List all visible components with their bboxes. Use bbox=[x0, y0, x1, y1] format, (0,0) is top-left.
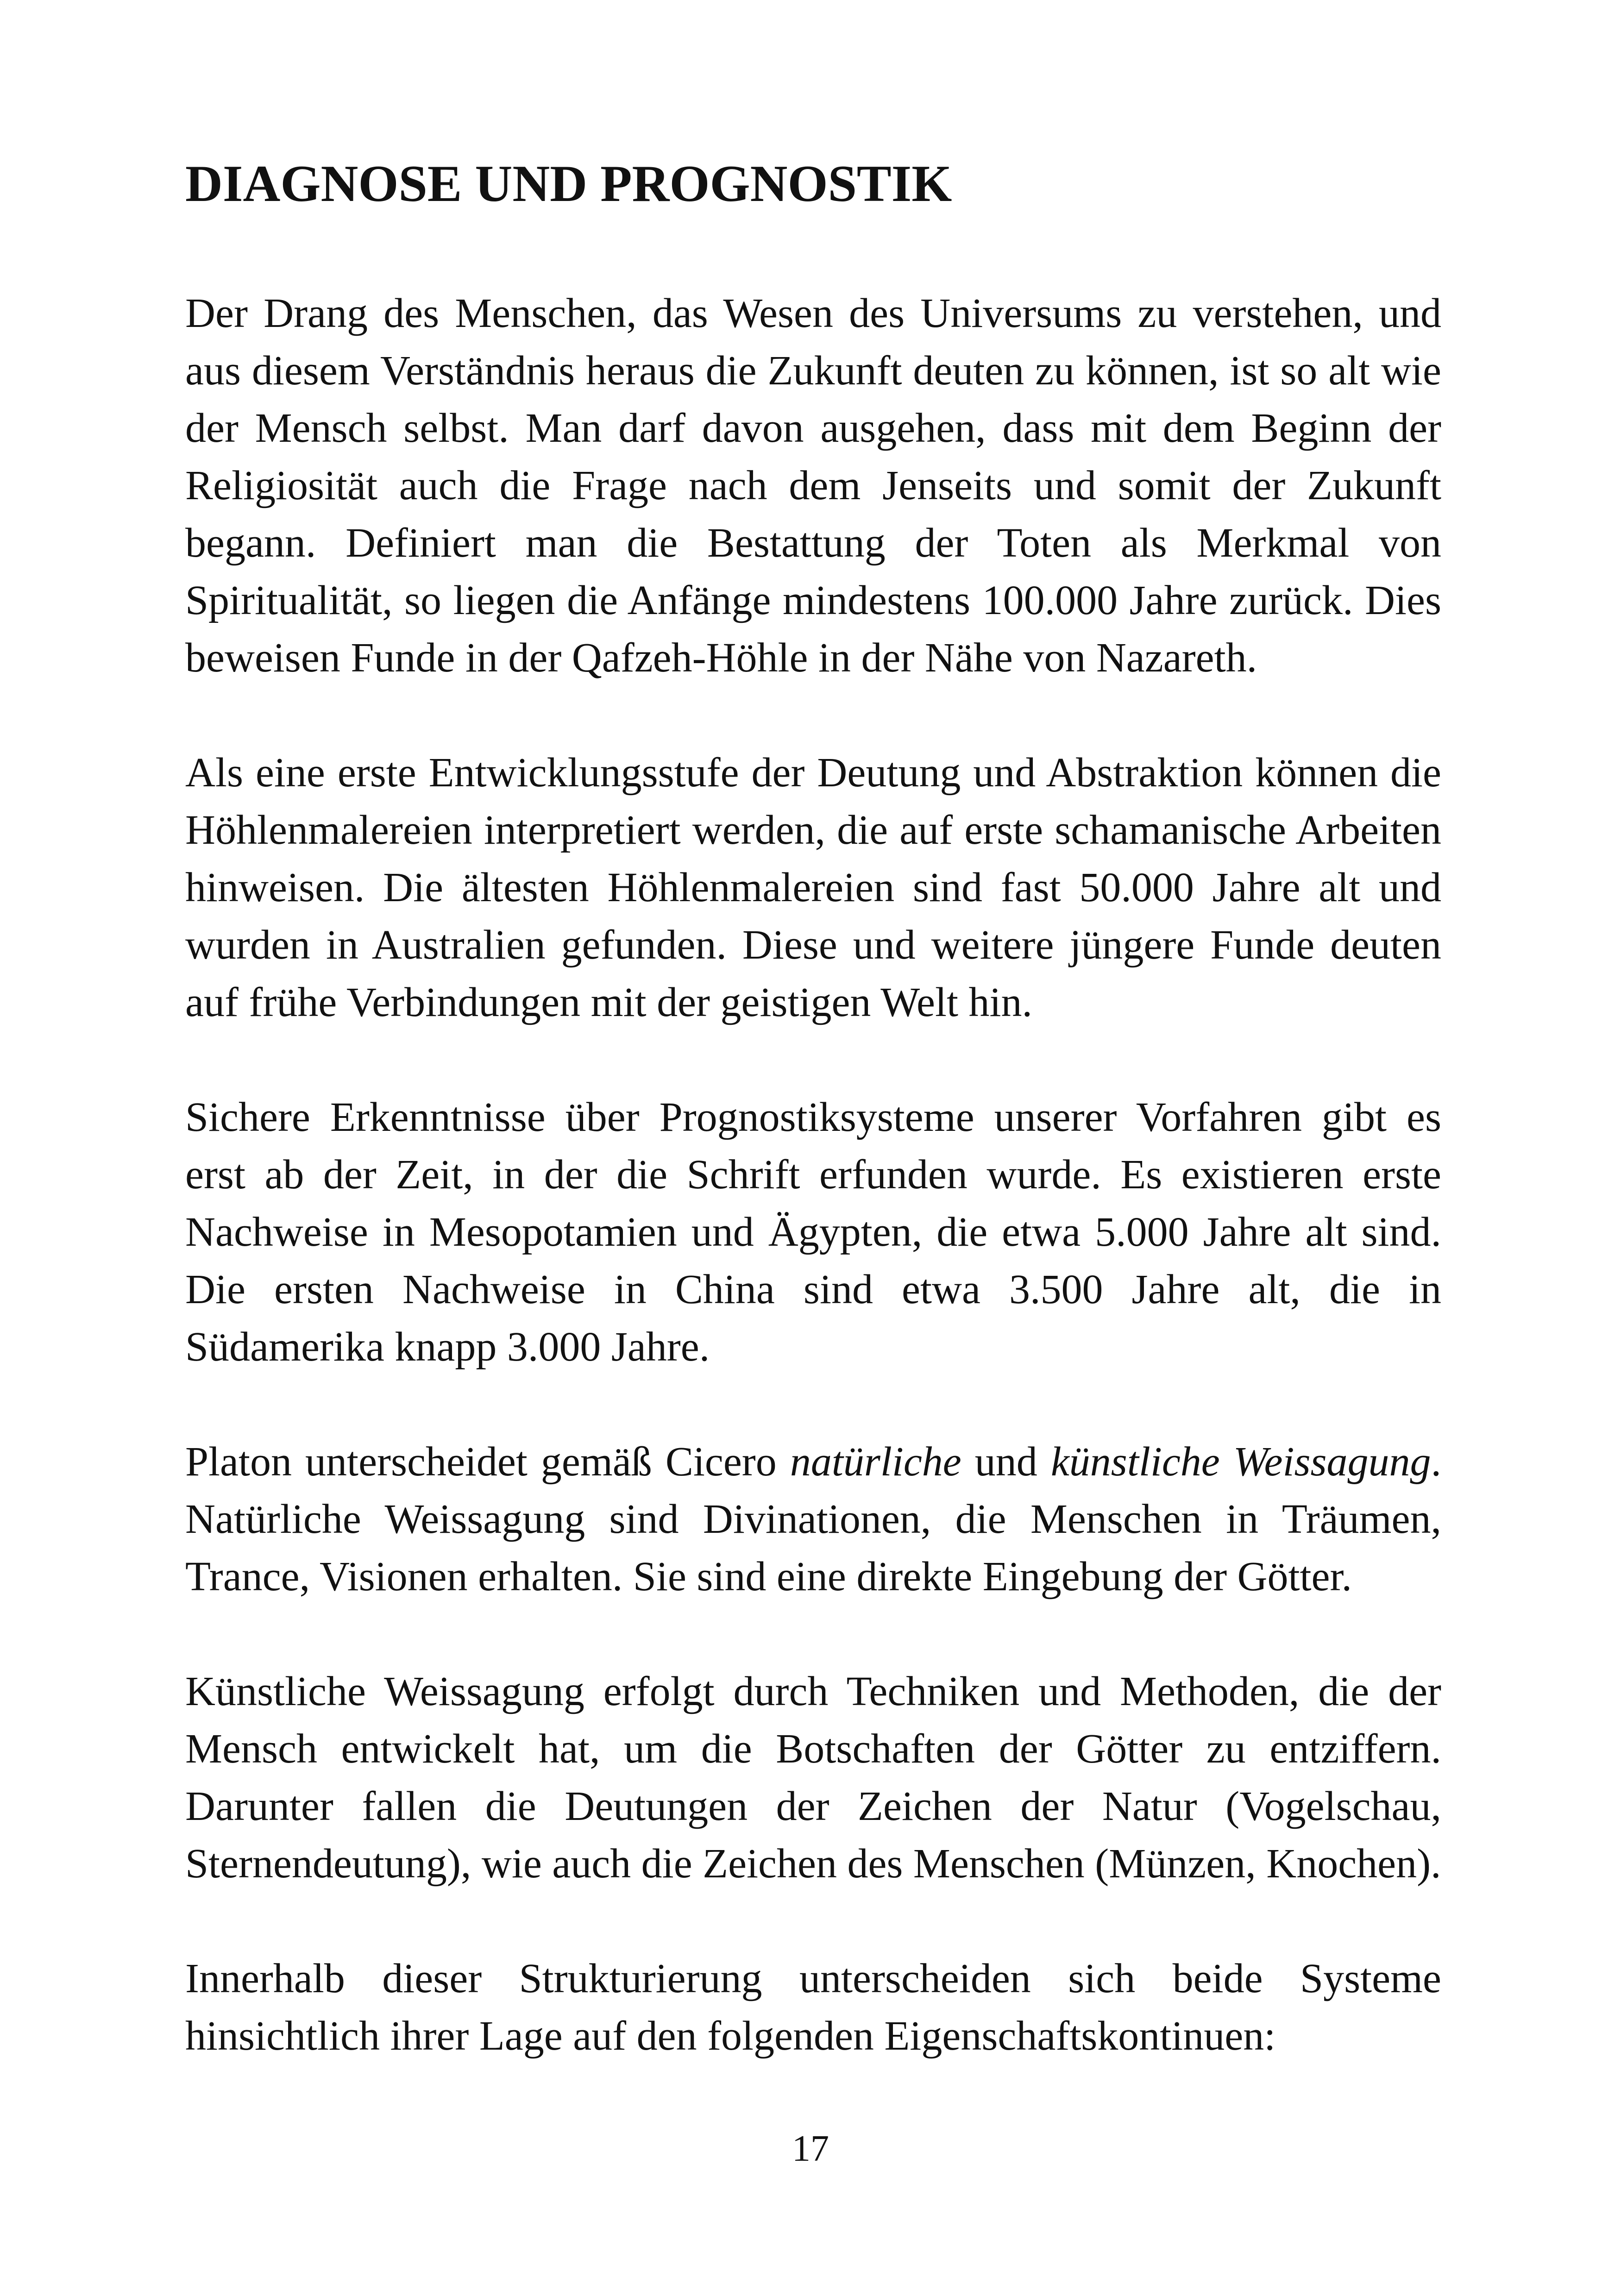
paragraph-written-evidence: Sichere Erkenntnisse über Prognostiksysteme unserer Vorfahren gibt es erst ab der Zeit, in der die Schrift erfunden wurde. Es existieren erste Nachweise in Mesopotamien und Ägypten, die etwa 5.000 Jahre alt sind. Die ersten Nachweise in China sind etwa 3.500 Jahre alt, die in Südamerika knapp 3.000 Jahre. bbox=[185, 1094, 1441, 1370]
emphasis-artificial-prophecy: künstliche Weissagung bbox=[1050, 1439, 1431, 1485]
paragraph-platon-cicero bbox=[185, 1433, 1441, 1606]
chapter-heading: DIAGNOSE UND PROGNOSTIK bbox=[185, 155, 952, 213]
paragraph-structuring: Innerhalb dieser Strukturierung unterscheiden sich beide Systeme hinsichtlich ihrer Lage auf den folgenden Eigenschaftskontinuen: bbox=[185, 1956, 1441, 2059]
text-segment: . Natürliche Weissagung sind Divinationen, die Menschen in Träumen, Trance, Visionen erhalten. Sie sind eine direkte Eingebung der Götter. bbox=[185, 1439, 1441, 1600]
page-number: 17 bbox=[792, 2128, 829, 2169]
body-text bbox=[185, 285, 1441, 2065]
paragraph-cave-paintings: Als eine erste Entwicklungsstufe der Deutung und Abstraktion können die Höhlenmalereien interpretiert werden, die auf erste schamanische Arbeiten hinweisen. Die ältesten Höhlenmalereien sind fast 50.000 Jahre alt und wurden in Australien gefunden. Diese und weitere jüngere Funde deuten auf frühe Verbindungen mit der geistigen Welt hin. bbox=[185, 750, 1441, 1025]
emphasis-natural: natürliche bbox=[790, 1439, 961, 1485]
paragraph-origins: Der Drang des Menschen, das Wesen des Universums zu verstehen, und aus diesem Verständnis heraus die Zukunft deuten zu können, ist so alt wie der Mensch selbst. Man darf davon ausgehen, dass mit dem Beginn der Religiosität auch die Frage nach dem Jenseits und somit der Zukunft begann. Definiert man die Bestattung der Toten als Merkmal von Spiritualität, so liegen die Anfänge mindestens 100.000 Jahre zurück. Dies beweisen Funde in der Qafzeh-Höhle in der Nähe von Nazareth. bbox=[185, 290, 1441, 681]
paragraph-artificial-prophecy: Künstliche Weissagung erfolgt durch Techniken und Methoden, die der Mensch entwickelt hat, um die Botschaften der Götter zu entziffern. Darunter fallen die Deutungen der Zeichen der Natur (Vogelschau, Sternendeutung), wie auch die Zeichen des Menschen (Münzen, Knochen). bbox=[185, 1669, 1441, 1887]
text-segment: Platon unterscheidet gemäß Cicero bbox=[185, 1439, 790, 1485]
text-segment: und bbox=[961, 1439, 1051, 1485]
